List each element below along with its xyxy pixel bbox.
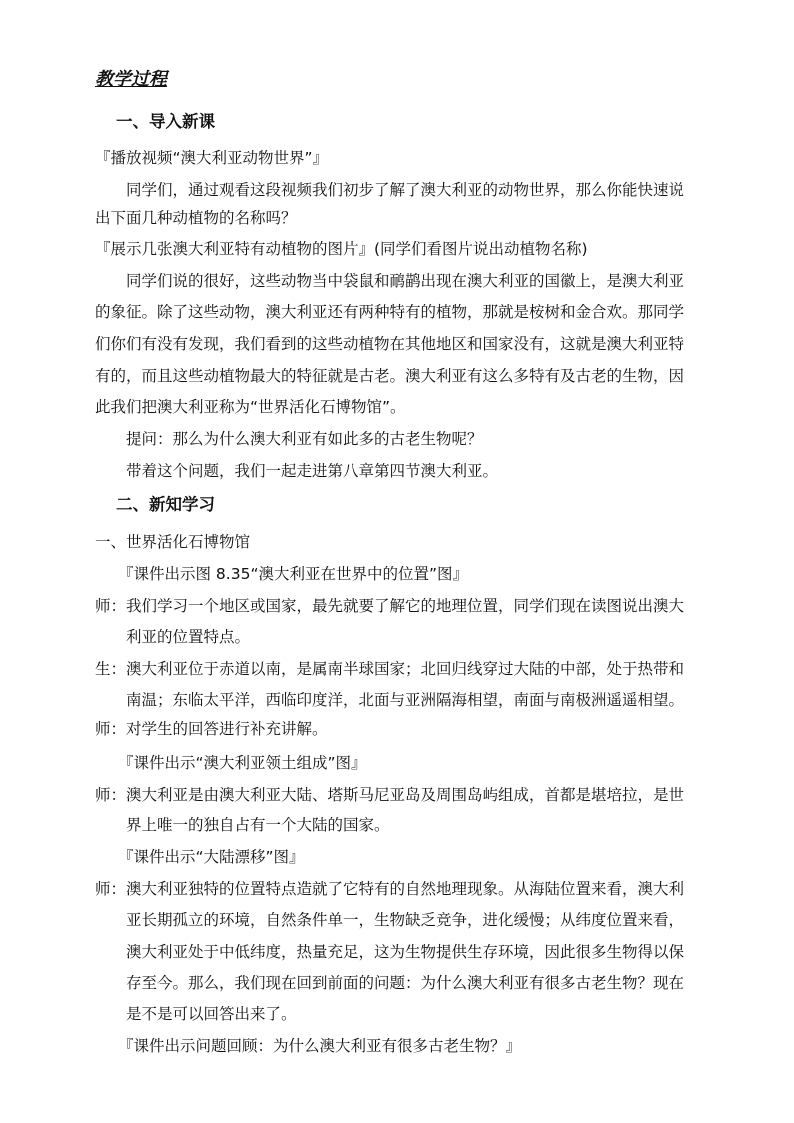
teacher-line: 界上唯一的独自占有一个大陆的国家。 <box>126 816 390 834</box>
student-line: 生：澳大利亚位于赤道以南，是属南半球国家；北回归线穿过大陆的中部，处于热带和 <box>95 660 685 678</box>
courseware-note: 『课件出示“澳大利亚领土组成”图』 <box>118 754 367 772</box>
paragraph-line: 的象征。除了这些动物，澳大利亚还有两种特有的植物，那就是桉树和金合欢。那同学 <box>95 303 685 321</box>
courseware-note: 『课件出示问题回顾：为什么澳大利亚有很多古老生物？』 <box>118 1037 522 1055</box>
paragraph-line: 有的，而且这些动植物最大的特征就是古老。澳大利亚有这么多特有及古老的生物，因 <box>95 367 685 385</box>
paragraph-line: 出下面几种动植物的名称吗？ <box>95 209 297 227</box>
teacher-line: 是不是可以回答出来了。 <box>126 1005 297 1023</box>
courseware-note: 『课件出示“大陆漂移”图』 <box>118 848 305 866</box>
courseware-note: 『课件出示图 8.35“澳大利亚在世界中的位置”图』 <box>118 565 469 583</box>
video-note: 『播放视频“澳大利亚动物世界”』 <box>95 149 329 167</box>
teacher-line: 利亚的位置特点。 <box>126 628 251 646</box>
section-heading-new-knowledge: 二、新知学习 <box>116 495 215 514</box>
teacher-line: 存至今。那么，我们现在回到前面的问题：为什么澳大利亚有很多古老生物？现在 <box>126 974 685 992</box>
transition-line: 带着这个问题，我们一起走进第八章第四节澳大利亚。 <box>126 462 499 480</box>
paragraph-line: 们你们有没有发现，我们看到的这些动植物在其他地区和国家没有，这就是澳大利亚特 <box>95 335 685 353</box>
teacher-line: 师：澳大利亚是由澳大利亚大陆、塔斯马尼亚岛及周围岛屿组成，首都是堪培拉，是世 <box>95 786 685 804</box>
teacher-line: 师：对学生的回答进行补充讲解。 <box>95 720 328 738</box>
paragraph-line: 同学们说的很好，这些动物当中袋鼠和鸸鹋出现在澳大利亚的国徽上，是澳大利亚 <box>126 272 685 290</box>
page-title: 教学过程 <box>95 69 167 90</box>
teacher-line: 澳大利亚处于中低纬度，热量充足，这为生物提供生存环境，因此很多生物得以保 <box>126 943 685 961</box>
student-line: 南温；东临太平洋，西临印度洋，北面与亚洲隔海相望，南面与南极洲遥遥相望。 <box>126 691 685 709</box>
teacher-line: 亚长期孤立的环境，自然条件单一，生物缺乏竞争，进化缓慢；从纬度位置来看， <box>126 911 685 929</box>
image-note: 『展示几张澳大利亚特有动植物的图片』(同学们看图片说出动植物名称) <box>95 240 588 258</box>
question-line: 提问：那么为什么澳大利亚有如此多的古老生物呢？ <box>126 430 483 448</box>
subheading: 一、世界活化石博物馆 <box>95 533 251 551</box>
section-heading-intro: 一、导入新课 <box>116 112 215 131</box>
paragraph-line: 同学们，通过观看这段视频我们初步了解了澳大利亚的动物世界，那么你能快速说 <box>126 181 685 199</box>
paragraph-line: 此我们把澳大利亚称为“世界活化石博物馆”。 <box>95 398 406 416</box>
teacher-line: 师：我们学习一个地区或国家，最先就要了解它的地理位置，同学们现在读图说出澳大 <box>95 597 685 615</box>
teacher-line: 师：澳大利亚独特的位置特点造就了它特有的自然地理现象。从海陆位置来看，澳大利 <box>95 880 685 898</box>
